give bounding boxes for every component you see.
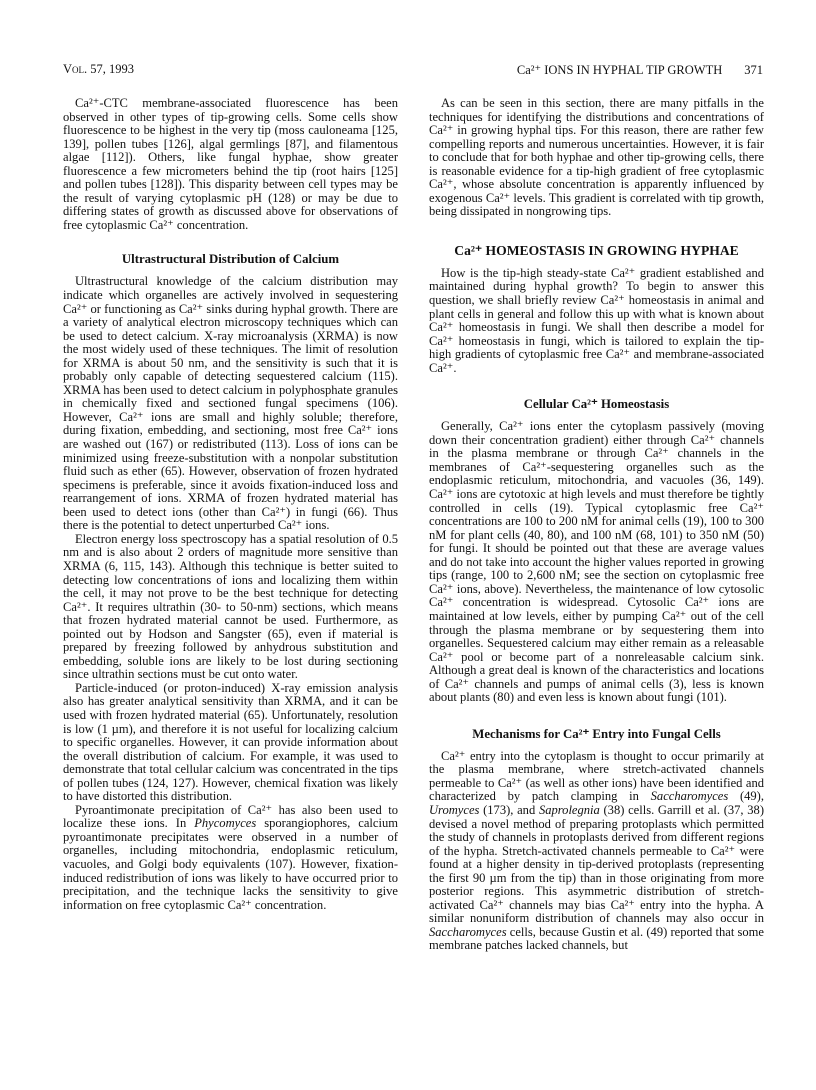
paragraph <box>63 97 398 232</box>
text-run: How is the tip-high steady-state Ca²⁺ gradient established and maintained during hyphal growth? To begin to answer this question, we shall briefly review Ca²⁺ homeostasis in animal and plant cells in general and follow this up with what is known about Ca²⁺ homeostasis in fungi. We shall then describe a model for Ca²⁺ homeostasis in fungi, which is tailored to explain the tip-high gradients of cytoplasmic free Ca²⁺ and membrane-associated Ca²⁺. <box>429 265 764 375</box>
text-run: cells, because Gustin et al. (49) reported that some membrane patches lacked channels, but <box>429 924 764 953</box>
text-run: (49), <box>728 789 764 804</box>
paragraph <box>429 420 764 704</box>
italic-term: Uromyces <box>429 802 480 817</box>
text-run: Pyroantimonate precipitation of Ca²⁺ has also been used to localize these ions. In <box>63 802 398 831</box>
section-heading: Ca²⁺ HOMEOSTASIS IN GROWING HYPHAE <box>454 242 739 258</box>
subsection-heading: Mechanisms for Ca²⁺ Entry into Fungal Cells <box>472 726 721 741</box>
paragraph <box>63 533 398 682</box>
italic-term: Saprolegnia <box>538 802 600 817</box>
text-run: Ca²⁺-CTC membrane-associated fluorescence has been observed in other types of tip-growing cells. Some cells show fluorescence to be highest in the very tip (moss cauloneama [125, 139], pollen tubes [126], algal germlings [87], and filamentous algae [112]). Others, like fungal hyphae, show greater fluorescence a few micrometers behind the tip (root hairs [125] and pollen tubes [128]). This disparity between cell types may be the result of varying cytoplasmic pH (128) or may be due to differing states of growth as discussed above for observations of free cytoplasmic Ca²⁺ concentration. <box>63 96 398 232</box>
running-title: Ca²⁺ IONS IN HYPHAL TIP GROWTH <box>516 63 723 77</box>
text-run: Particle-induced (or proton-induced) X-ray emission analysis also has greater analytical sensitivity than XRMA, and it can be used with frozen hydrated material (65). Unfortunately, resolution is low (1 µm), and therefore it is not useful for localizing calcium to specific organelles. However, it can provide information about the overall distribution of calcium. For example, it was used to demonstrate that total cellular calcium was concentrated in the tips of pollen tubes (124, 127). However, chemical fixation was likely to have distorted this distribution. <box>63 680 398 804</box>
left-column <box>63 97 398 912</box>
paragraph <box>63 275 398 532</box>
text-run: Ca²⁺ entry into the cytoplasm is thought to occur primarily at the plasma membrane, where stretch-activated channels permeable to Ca²⁺ (as well as other ions) have been identified and characterized by patch clamping in <box>429 748 764 804</box>
page-number: 371 <box>744 63 763 77</box>
paragraph <box>429 750 764 953</box>
paragraph <box>63 804 398 912</box>
text-run: Generally, Ca²⁺ ions enter the cytoplasm passively (moving down their concentration gradient) either through Ca²⁺ channels in the plasma membrane or through Ca²⁺ channels in the membranes of Ca²⁺-sequestering organelles such as the endoplasmic reticulum, mitochondria, and vacuoles (36, 149). Ca²⁺ ions are cytotoxic at high levels and must therefore be tightly controlled in cells (19). Typical cytoplasmic free Ca²⁺ concentrations are 100 to 200 nM for animal cells (19), 100 to 300 nM for plant cells (40, 80), and 100 nM (68, 101) to 350 nM (50) for fungi. It should be pointed out that these are average values and do not take into account the higher values reported in growing tips (range, 100 to 2,600 nM; see the section on cytoplasmic free Ca²⁺ ions, above). Nevertheless, the maintenance of low cytosolic Ca²⁺ concentration is widespread. Cytosolic Ca²⁺ ions are maintained at low levels, either by pumping Ca²⁺ out of the cell through the plasma membrane or by sequestering them into organelles. Sequestered calcium may either remain as a releasable Ca²⁺ pool or become part of a nonreleasable calcium sink. Although a great deal is known of the characteristics and locations of Ca²⁺ channels and pumps of animal cells (3), less is known about plants (80) and even less is known about fungi (101). <box>429 419 764 705</box>
text-run: (38) cells. Garrill et al. (37, 38) devised a novel method of preparing protoplasts which permitted the study of channels in protoplasts derived from different regions of the hypha. Stretch-activated channels permeable to Ca²⁺ were found at a higher density in tip-derived protoplasts (representing the first 90 µm from the tip) than in those originating from more posterior regions. This asymmetric distribution of stretch-activated Ca²⁺ channels may bias Ca²⁺ entry into the hypha. A similar nonuniform distribution of channels may also occur in <box>429 802 764 926</box>
italic-term: Saccharomyces <box>650 789 729 804</box>
running-header-title <box>517 62 763 78</box>
text-run: (173), and <box>479 802 539 817</box>
paragraph <box>429 97 764 219</box>
right-column <box>429 97 764 953</box>
running-header-volume: Vol. 57, 1993 <box>63 62 135 76</box>
subsection-heading: Ultrastructural Distribution of Calcium <box>121 252 340 267</box>
text-run: Ultrastructural knowledge of the calcium distribution may indicate which organelles are actively involved in sequestering Ca²⁺ or functioning as Ca²⁺ sinks during hyphal growth. There are a variety of analytical electron microscopy techniques which can be used to detect calcium. X-ray microanalysis (XRMA) is now the most widely used of these techniques. The limit of resolution for XRMA is about 50 nm, and the sensitivity is such that it is probably only capable of detecting sequestered calcium (115). XRMA has been used to detect calcium in polyphosphate granules in chemically fixed and sectioned fungal specimens (106). However, Ca²⁺ ions are small and highly soluble; therefore, during fixation, embedding, and sectioning, most free Ca²⁺ ions are washed out (167) or redistributed (113). Loss of ions can be minimized using freeze-substitution with a nonpolar substitution fluid such as ether (65). However, observation of frozen hydrated specimens is preferable, since it avoids fixation-induced loss and rearrangement of ions. XRMA of frozen hydrated material has been used to detect ions (other than Ca²⁺) in fungi (66). Thus there is the potential to detect unperturbed Ca²⁺ ions. <box>63 274 398 533</box>
italic-term: Phycomyces <box>194 816 257 831</box>
paragraph <box>63 682 398 804</box>
text-run: As can be seen in this section, there are many pitfalls in the techniques for identifying the distributions and concentrations of Ca²⁺ in growing hyphal tips. For this reason, there are rather few compelling reports and numerous uncertainties. However, it is fair to conclude that for both hyphae and other tip-growing cells, there is reasonable evidence for a tip-high gradient of free cytoplasmic Ca²⁺, whose absolute concentration is apparently influenced by exogenous Ca²⁺ levels. This gradient is correlated with tip growth, being dissipated in nongrowing tips. <box>429 96 764 219</box>
text-run: sporangiophores, calcium pyroantimonate precipitates were observed in a number of organelles, including mitochondria, endoplasmic reticulum, vacuoles, and Golgi body equivalents (107). However, fixation-induced redistribution of ions was likely to have occurred prior to precipitation, and the technique lacks the sensitivity to give information on free cytoplasmic Ca²⁺ concentration. <box>63 816 398 912</box>
paragraph <box>429 267 764 375</box>
subsection-heading: Cellular Ca²⁺ Homeostasis <box>523 397 670 412</box>
italic-term: Saccharomyces <box>429 924 507 939</box>
text-run: Electron energy loss spectroscopy has a spatial resolution of 0.5 nm and is also about 2 orders of magnitude more sensitive than XRMA (6, 115, 143). Although this technique is better suited to detecting low concentrations of ions and localizing them within the cell, it may not prove to be the best technique for detecting Ca²⁺. It requires ultrathin (30- to 50-nm) sections, which means that frozen hydrated material cannot be used. Furthermore, as pointed out by Hodson and Sangster (65), even if material is prepared by freezing followed by anhydrous substitution and embedding, soluble ions are likely to be lost during sectioning since ultrathin sections must be cut onto water. <box>63 531 398 682</box>
